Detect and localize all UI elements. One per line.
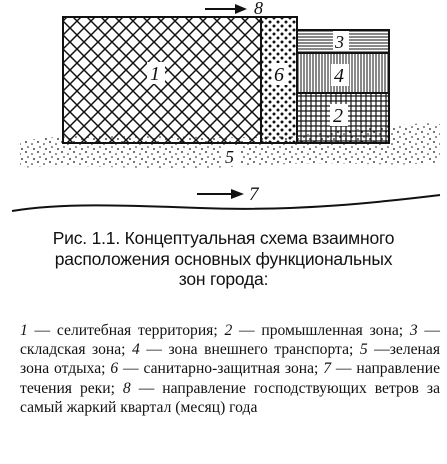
legend-text-2: — промышленная зона; xyxy=(232,322,410,339)
legend-text-8: — направление господствующих ветров за самый жаркий квартал (месяц) года xyxy=(20,379,440,416)
legend-num-5: 5 xyxy=(359,341,368,359)
legend-num-1: 1 xyxy=(20,322,28,339)
legend-text-6: — санитарно-защитная зона; xyxy=(118,360,324,378)
arrow-8-label: 8 xyxy=(254,0,263,18)
zone-6-label: 6 xyxy=(274,64,284,86)
zone-4-label: 4 xyxy=(334,65,344,87)
zone-1-label: 1 xyxy=(150,63,160,85)
legend-text xyxy=(20,321,440,417)
figure-caption xyxy=(10,228,437,290)
legend-text-7: — направление течения реки; xyxy=(20,360,440,397)
legend-num-6: 6 xyxy=(110,360,119,378)
legend-num-7: 7 xyxy=(323,360,332,378)
arrow-7-label: 7 xyxy=(249,184,259,205)
river-bank-line xyxy=(12,195,440,211)
legend-text-4: — зона внешнего транспорта; xyxy=(139,341,360,359)
legend-num-8: 8 xyxy=(122,379,131,397)
legend-text-3: — складская зона; xyxy=(20,322,440,359)
legend-num-3: 3 xyxy=(409,322,418,339)
river-flow-arrow xyxy=(197,189,244,199)
caption-line-1: Рис. 1.1. Концептуальная схема взаимного xyxy=(52,228,395,248)
legend-text-5: —зеленая зона отдыха; xyxy=(20,341,440,378)
legend-text-1: — селитебная территория; xyxy=(27,322,225,339)
zone-5-label: 5 xyxy=(225,147,234,167)
functional-zones-scheme xyxy=(0,0,447,225)
zone-3-label: 3 xyxy=(335,32,344,52)
caption-line-3: зон города: xyxy=(178,269,269,289)
zone-2-label: 2 xyxy=(333,105,343,127)
legend-num-2: 2 xyxy=(224,322,233,339)
figure-legend xyxy=(20,321,440,417)
caption-line-2: расположения основных функциональных xyxy=(54,248,393,269)
legend-num-4: 4 xyxy=(132,341,140,359)
wind-direction-arrow xyxy=(205,4,247,14)
